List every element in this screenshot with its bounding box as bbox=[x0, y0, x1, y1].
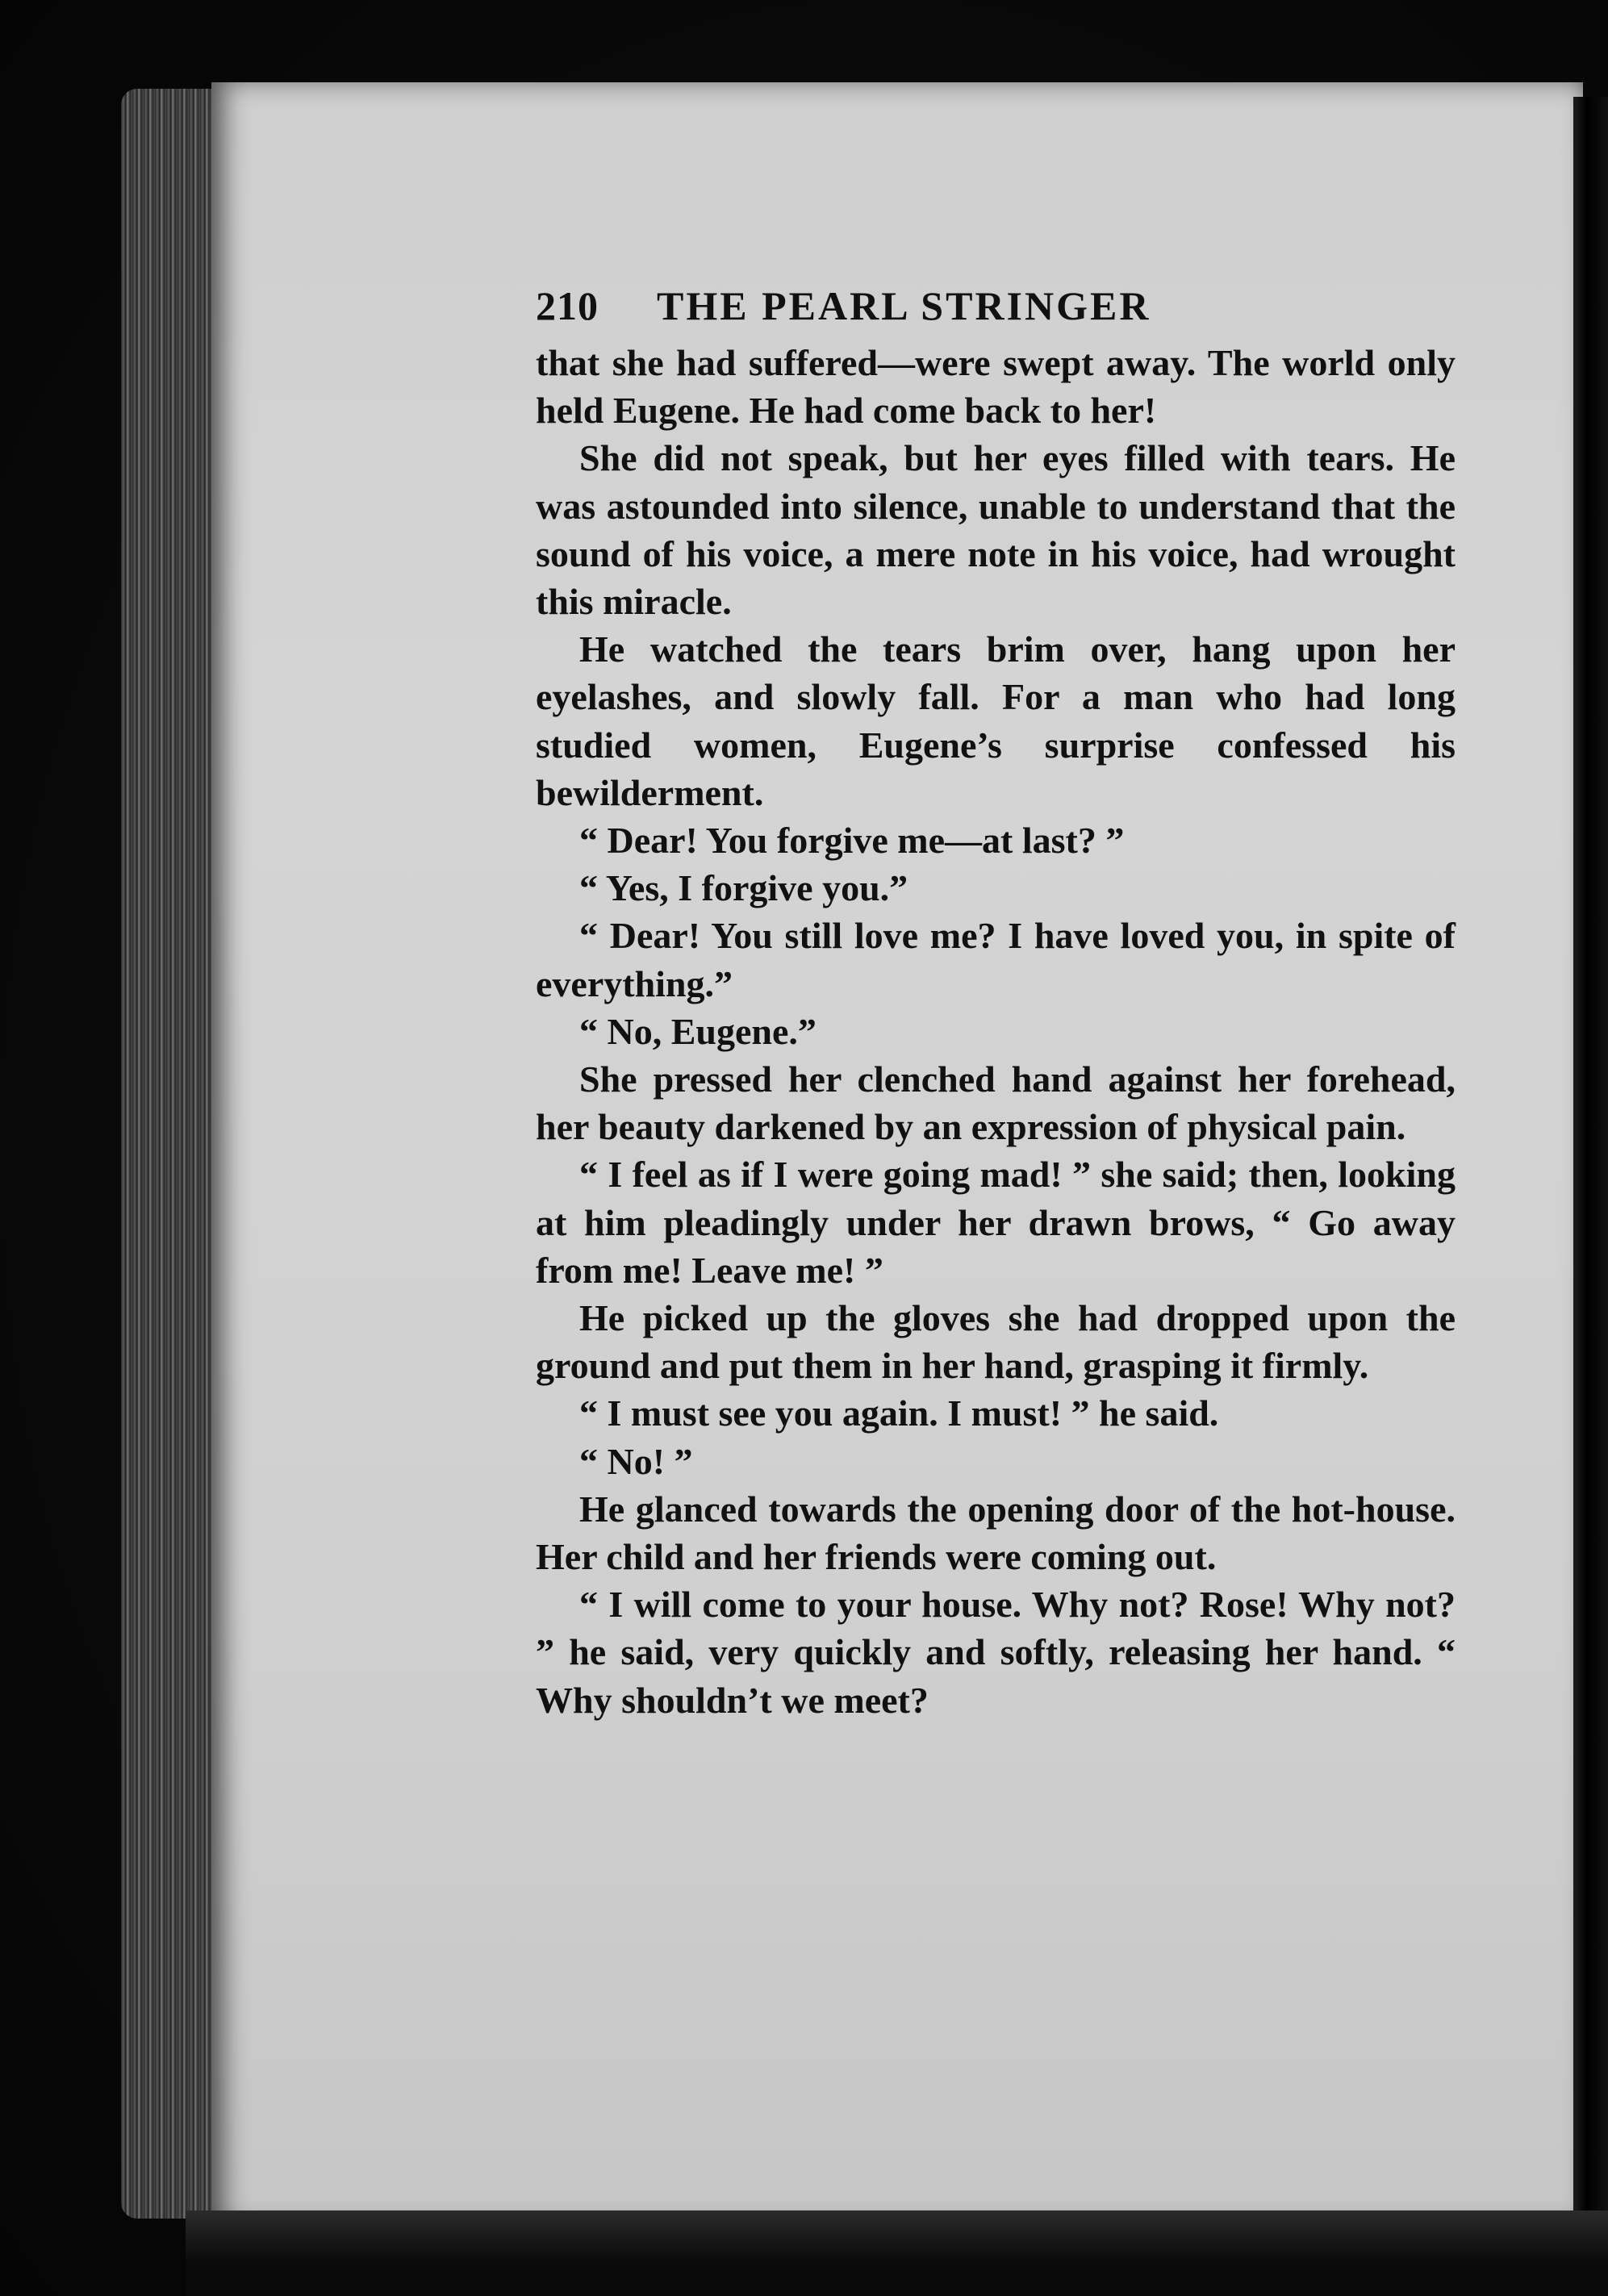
paragraph: “ I will come to your house. Why not? Rose! Why not? ” he said, very quickly and softly, releasing her hand. “ Why shouldn’t we meet? bbox=[536, 1584, 1456, 1721]
paragraph: “ I must see you again. I must! ” he said. bbox=[579, 1392, 1219, 1434]
paragraph: “ I feel as if I were going mad! ” she said; then, looking at him pleadingly under her drawn brows, “ Go away from me! Leave me! ” bbox=[536, 1154, 1456, 1291]
paragraph: “ Yes, I forgive you.” bbox=[579, 867, 908, 909]
paragraph: He watched the tears brim over, hang upon her eyelashes, and slowly fall. For a man who had long studied women, Eugene’s surprise confessed his bewilderment. bbox=[536, 628, 1456, 813]
running-head bbox=[536, 282, 1456, 336]
paragraph: that she had suffered—were swept away. The world only held Eugene. He had come back to her! bbox=[536, 342, 1456, 432]
paragraph: “ No, Eugene.” bbox=[579, 1010, 817, 1052]
page-edges bbox=[121, 89, 226, 2219]
bottom-shadow bbox=[186, 2210, 1608, 2296]
page-number: 210 bbox=[536, 283, 599, 328]
paragraph: He glanced towards the opening door of the hot-house. Her child and her friends were coming out. bbox=[536, 1488, 1456, 1578]
book-gutter bbox=[1573, 97, 1608, 2235]
paragraph: He picked up the gloves she had dropped upon the ground and put them in her hand, grasping it firmly. bbox=[536, 1297, 1456, 1387]
paragraph: “ Dear! You still love me? I have loved you, in spite of everything.” bbox=[536, 915, 1456, 1004]
paragraph: “ Dear! You forgive me—at last? ” bbox=[579, 820, 1125, 862]
paragraph: “ No! ” bbox=[579, 1440, 693, 1482]
page-text-block bbox=[536, 282, 1456, 1724]
paragraph: She pressed her clenched hand against her forehead, her beauty darkened by an expression of physical pain. bbox=[536, 1058, 1456, 1148]
book-title: THE PEARL STRINGER bbox=[657, 283, 1151, 328]
paragraph: She did not speak, but her eyes filled with tears. He was astounded into silence, unable to understand that the sound of his voice, a mere note in his voice, had wrought this miracle. bbox=[536, 437, 1456, 623]
